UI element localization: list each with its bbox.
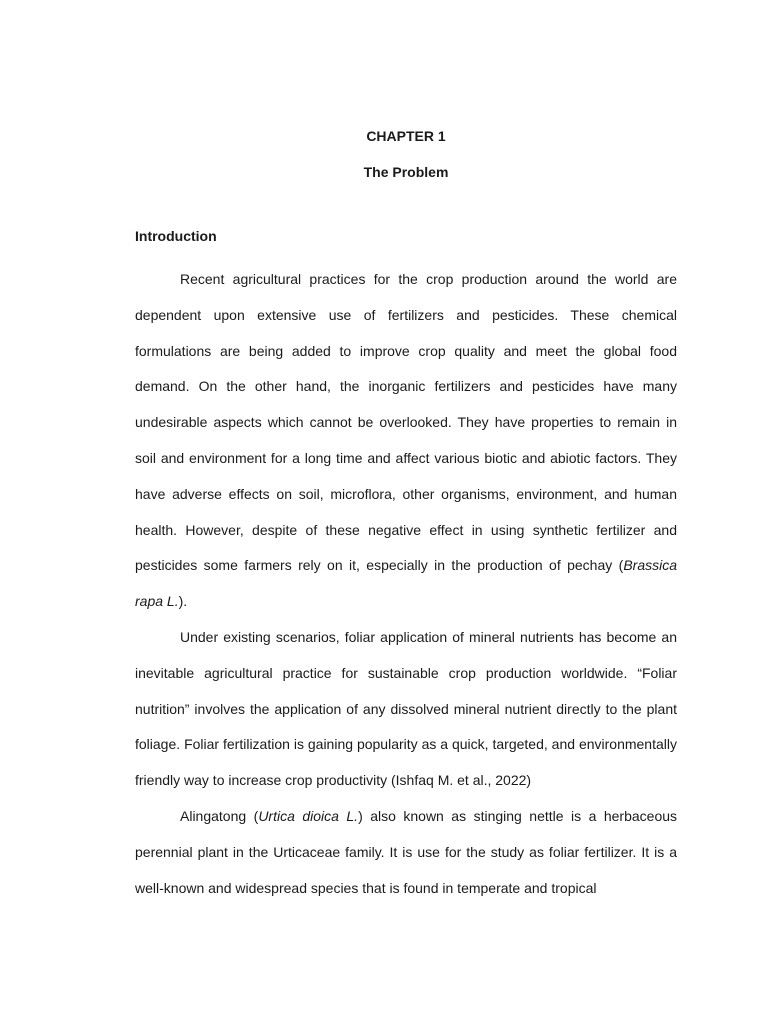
chapter-title: The Problem <box>363 164 449 180</box>
paragraph-text: ). <box>178 593 188 610</box>
paragraph-text: ) also known as stinging nettle is a herbaceous perennial plant in the Urticaceae family. It is use for the study as foliar fertilizer. It is a well-known and widespread species that is found in temperate and tropical <box>135 807 678 896</box>
scientific-name: Urtica dioica L. <box>258 807 359 824</box>
paragraph-text: Alingatong ( <box>180 807 259 824</box>
body-text <box>135 262 677 906</box>
paragraph-3 <box>135 799 677 906</box>
chapter-heading: CHAPTER 1 <box>366 128 446 144</box>
paragraph-2 <box>135 620 677 799</box>
paragraph-text: Under existing scenarios, foliar application of mineral nutrients has become an inevitable agricultural practice for sustainable crop production worldwide. “Foliar nutrition” involves the application of any dissolved mineral nutrient directly to the plant foliage. Foliar fertilization is gaining popularity as a quick, targeted, and environmentally friendly way to increase crop productivity (Ishfaq M. et al., 2022) <box>135 628 677 789</box>
section-heading: Introduction <box>135 228 217 244</box>
scientific-name: Brassica rapa L. <box>135 557 677 610</box>
paragraph-1 <box>135 262 677 620</box>
paragraph-text: Recent agricultural practices for the crop production around the world are dependent upon extensive use of fertilizers and pesticides. These chemical formulations are being added to improve crop quality and meet the global food demand. On the other hand, the inorganic fertilizers and pesticides have many undesirable aspects which cannot be overlooked. They have properties to remain in soil and environment for a long time and affect various biotic and abiotic factors. They have adverse effects on soil, microflora, other organisms, environment, and human health. However, despite of these negative effect in using synthetic fertilizer and pesticides some farmers rely on it, especially in the production of pechay ( <box>135 271 677 574</box>
